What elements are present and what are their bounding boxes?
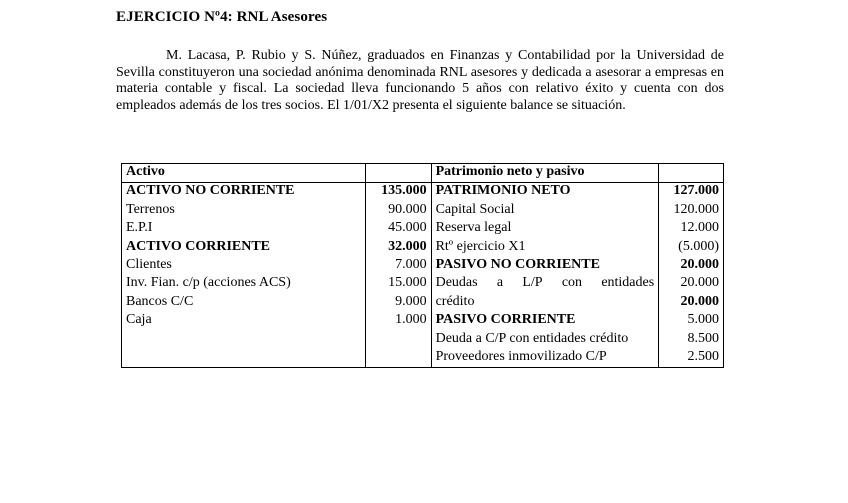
- header-activo: Activo: [122, 164, 366, 183]
- row-activo-value: [365, 331, 431, 349]
- row-pasivo-value: 20.000: [659, 257, 724, 275]
- row-pasivo-value: 12.000: [659, 220, 724, 238]
- row-pasivo-label: PASIVO CORRIENTE: [431, 312, 659, 330]
- header-pasivo: Patrimonio neto y pasivo: [431, 164, 659, 183]
- table-row: [122, 349, 724, 368]
- row-activo-value: 45.000: [365, 220, 431, 238]
- table-row: [122, 331, 724, 349]
- row-activo-value: 15.000: [365, 275, 431, 293]
- row-activo-label: ACTIVO NO CORRIENTE: [122, 183, 366, 202]
- row-activo-value: 32.000: [365, 239, 431, 257]
- header-pasivo-value: [659, 164, 724, 183]
- row-activo-label: ACTIVO CORRIENTE: [122, 239, 366, 257]
- table-row: [122, 220, 724, 238]
- row-pasivo-label: Capital Social: [431, 202, 659, 220]
- exercise-title: EJERCICIO Nº4: RNL Asesores: [116, 9, 328, 25]
- label-word: a: [496, 275, 504, 291]
- row-activo-value: 7.000: [365, 257, 431, 275]
- row-activo-label: [122, 331, 366, 349]
- row-pasivo-value: (5.000): [659, 239, 724, 257]
- table-row: [122, 183, 724, 202]
- row-pasivo-label: PATRIMONIO NETO: [431, 183, 659, 202]
- row-pasivo-label: PASIVO NO CORRIENTE: [431, 257, 659, 275]
- row-pasivo-label: [431, 275, 659, 293]
- row-pasivo-value: 127.000: [659, 183, 724, 202]
- row-pasivo-value: 8.500: [659, 331, 724, 349]
- balance-sheet-table: [121, 163, 724, 368]
- label-word: Deudas: [435, 275, 478, 291]
- row-activo-label: E.P.I: [122, 220, 366, 238]
- row-pasivo-label: Proveedores inmovilizado C/P: [431, 349, 659, 368]
- row-activo-value: 90.000: [365, 202, 431, 220]
- row-activo-value: 135.000: [365, 183, 431, 202]
- row-activo-label: Caja: [122, 312, 366, 330]
- row-pasivo-label: crédito: [431, 294, 659, 312]
- row-activo-value: 9.000: [365, 294, 431, 312]
- row-activo-value: 1.000: [365, 312, 431, 330]
- row-activo-label: Bancos C/C: [122, 294, 366, 312]
- table-header-row: [122, 164, 724, 183]
- exercise-paragraph: M. Lacasa, P. Rubio y S. Núñez, graduados en Finanzas y Contabilidad por la Universidad de Sevilla constituyeron una sociedad anónima denominada RNL asesores y dedicada a asesorar a empresas en materia contable y fiscal. La sociedad lleva funcionando 5 años con relativo éxito y cuenta con dos empleados además de los tres socios. El 1/01/X2 presenta el siguiente balance se situación.: [116, 48, 724, 113]
- row-pasivo-value: 20.000: [659, 275, 724, 293]
- table-row: [122, 202, 724, 220]
- row-pasivo-label: Reserva legal: [431, 220, 659, 238]
- row-pasivo-value: 20.000: [659, 294, 724, 312]
- header-activo-value: [365, 164, 431, 183]
- row-activo-label: Clientes: [122, 257, 366, 275]
- row-pasivo-label: Deuda a C/P con entidades crédito: [431, 331, 659, 349]
- row-pasivo-value: 5.000: [659, 312, 724, 330]
- row-pasivo-value: 2.500: [659, 349, 724, 368]
- row-activo-label: Terrenos: [122, 202, 366, 220]
- row-pasivo-label: Rtº ejercicio X1: [431, 239, 659, 257]
- table-row: [122, 239, 724, 257]
- table-row: [122, 275, 724, 293]
- label-word: con: [561, 275, 583, 291]
- label-word: entidades: [601, 275, 655, 291]
- table-row: [122, 257, 724, 275]
- table-row: [122, 294, 724, 312]
- row-activo-label: Inv. Fian. c/p (acciones ACS): [122, 275, 366, 293]
- table-row: [122, 312, 724, 330]
- label-word: L/P: [522, 275, 543, 291]
- row-activo-label: [122, 349, 366, 368]
- row-pasivo-value: 120.000: [659, 202, 724, 220]
- row-activo-value: [365, 349, 431, 368]
